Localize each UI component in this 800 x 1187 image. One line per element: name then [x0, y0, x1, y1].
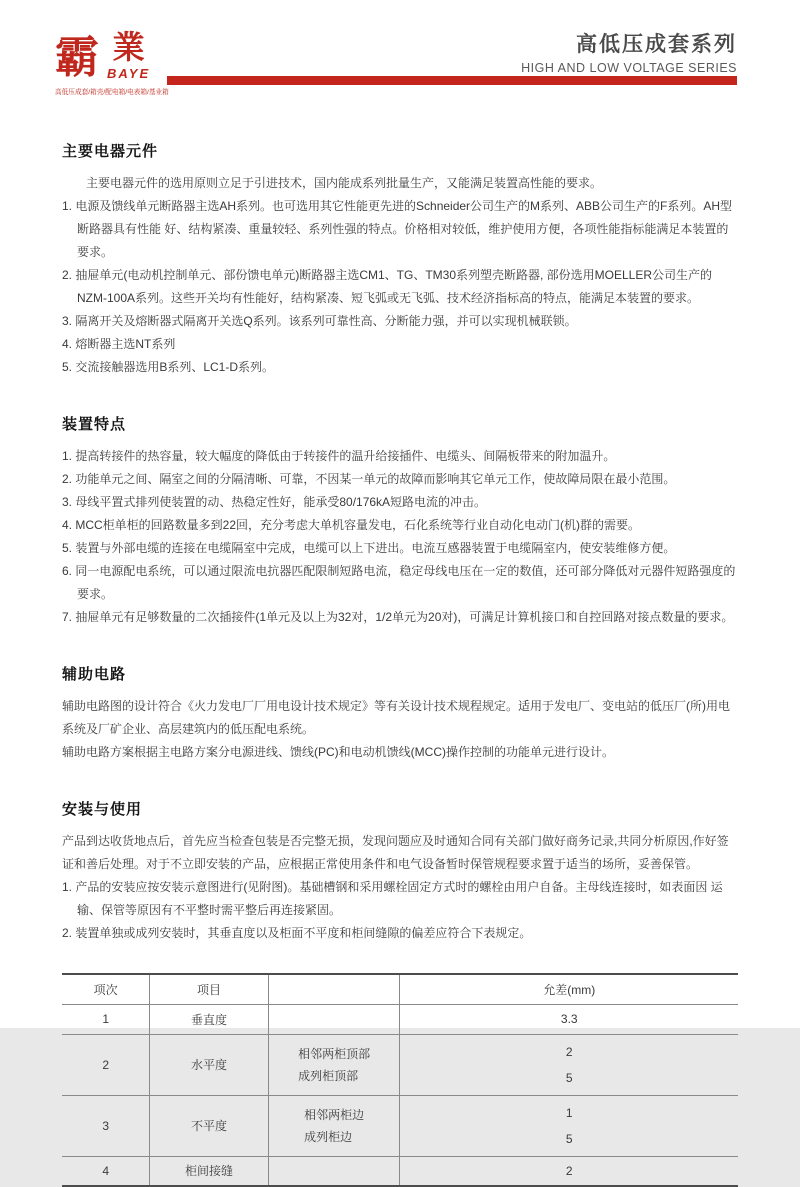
- header-titles: [521, 28, 737, 75]
- page-header: [0, 0, 800, 108]
- auxiliary-paragraph-2: 辅助电路方案根据主电路方案分电源进线、馈线(PC)和电动机馈线(MCC)操作控制的功能单元进行设计。: [62, 745, 614, 759]
- cell-no: 1: [62, 1004, 150, 1034]
- sub-line-2: 成列柜边: [304, 1129, 353, 1144]
- table-row: [62, 1095, 738, 1156]
- components-item-1: 1. 电源及馈线单元断路器主选AH系列。也可选用其它性能更先进的Schneider公司生产的M系列、ABB公司生产的F系列。AH型断路器具有性能 好、结构紧凑、重量较轻、系列性强的特点。价格相对较低，维护使用方便，各项性能指标能满足本装置的要求。: [62, 199, 733, 259]
- auxiliary-paragraph-1: 辅助电路图的设计符合《火力发电厂厂用电设计技术规定》等有关设计技术规程规定。适用于发电厂、变电站的低压厂(所)用电系统及厂矿企业、高层建筑内的低压配电系统。: [62, 699, 730, 736]
- header-cell-sub: [268, 974, 400, 1004]
- cell-sub: [268, 1095, 400, 1156]
- features-item-4: 4. MCC柜单柜的回路数量多到22回，充分考虑大单机容量发电，石化系统等行业自动化电动门(机)群的需要。: [62, 518, 641, 532]
- cell-no: 4: [62, 1156, 150, 1186]
- cell-item: 水平度: [150, 1034, 268, 1095]
- section-heading-auxiliary-circuit: 辅助电路: [62, 666, 127, 683]
- tolerance-table: [62, 973, 738, 1187]
- installation-intro: 产品到达收货地点后，首先应当检查包装是否完整无损，发现问题应及时通知合同有关部门做好商务记录,共同分析原因,作好签证和善后处理。对于不立即安装的产品，应根据正常使用条件和电气设备暂时保管规程要求置于适当的场所，妥善保管。: [62, 834, 729, 871]
- components-item-5: 5. 交流接触器选用B系列、LC1-D系列。: [62, 360, 275, 374]
- cell-item: 不平度: [150, 1095, 268, 1156]
- cell-tolerance: 2: [400, 1156, 738, 1186]
- table-row: [62, 1004, 738, 1034]
- header-divider-bar: [167, 76, 737, 85]
- features-item-1: 1. 提高转接件的热容量，较大幅度的降低由于转接件的温升给接插件、电缆头、间隔板带来的附加温升。: [62, 449, 616, 463]
- cell-sub: [268, 1156, 400, 1186]
- cell-item: 垂直度: [150, 1004, 268, 1034]
- cell-sub: [268, 1034, 400, 1095]
- tolerance-value-1: 2: [565, 1044, 573, 1059]
- installation-item-1: 1. 产品的安装应按安装示意图进行(见附图)。基础槽钢和采用螺栓固定方式时的螺栓由用户自备。主母线连接时，如表面因 运输、保管等原因有不平整时需平整后再连接紧固。: [62, 880, 723, 917]
- features-item-3: 3. 母线平置式排列使装置的动、热稳定性好，能承受80/176kA短路电流的冲击。: [62, 495, 487, 509]
- series-title-cn: 高低压成套系列: [576, 33, 737, 56]
- section-heading-installation-use: 安装与使用: [62, 801, 143, 818]
- tolerance-value-2: 5: [565, 1070, 573, 1085]
- table-row: [62, 1156, 738, 1186]
- cell-tolerance: 3.3: [400, 1004, 738, 1034]
- components-item-2: 2. 抽屉单元(电动机控制单元、部份馈电单元)断路器主选CM1、TG、TM30系列塑壳断路器, 部份选用MOELLER公司生产的NZM-100A系列。这些开关均有性能好，结构紧凑、短飞弧或无飞弧、技术经济指标高的特点，能满足本装置的要求。: [62, 268, 713, 305]
- cell-tolerance: [400, 1095, 738, 1156]
- logo-char-ba: 霸: [55, 33, 99, 82]
- components-intro: 主要电器元件的选用原则立足于引进技术，国内能成系列批量生产，又能满足装置高性能的要求。: [86, 176, 603, 190]
- brand-logo: [55, 26, 175, 97]
- features-item-2: 2. 功能单元之间、隔室之间的分隔清晰、可靠，不因某一单元的故障而影响其它单元工作，使故障局限在最小范围。: [62, 472, 676, 486]
- document-body: [0, 140, 800, 1187]
- cell-sub: [268, 1004, 400, 1034]
- cell-item: 柜间接缝: [150, 1156, 268, 1186]
- components-item-3: 3. 隔离开关及熔断器式隔离开关选Q系列。该系列可靠性高、分断能力强，并可以实现机械联锁。: [62, 314, 577, 328]
- cell-tolerance: [400, 1034, 738, 1095]
- logo-tagline: 高低压成套/箱壳/配电箱/电表箱/基业箱: [55, 89, 169, 96]
- header-cell-tolerance: 允差(mm): [400, 974, 738, 1004]
- section-heading-main-components: 主要电器元件: [62, 143, 159, 160]
- components-item-4: 4. 熔断器主选NT系列: [62, 337, 176, 351]
- logo-characters: [55, 26, 175, 80]
- header-cell-no: 项次: [93, 982, 118, 997]
- header-cell-item: 项目: [150, 974, 268, 1004]
- section-heading-device-features: 装置特点: [62, 416, 127, 433]
- sub-line-1: 相邻两柜边: [304, 1107, 365, 1122]
- cell-no: 3: [62, 1095, 150, 1156]
- table-header-row: [62, 974, 738, 1004]
- features-item-5: 5. 装置与外部电缆的连接在电缆隔室中完成，电缆可以上下进出。电流互感器装置于电缆隔室内，使安装维修方便。: [62, 541, 676, 555]
- installation-item-2: 2. 装置单独或成列安装时，其垂直度以及柜面不平度和柜间缝隙的偏差应符合下表规定。: [62, 926, 532, 940]
- sub-line-1: 相邻两柜顶部: [298, 1046, 371, 1061]
- logo-baye-text: BAYE: [107, 66, 151, 81]
- features-item-6: 6. 同一电源配电系统，可以通过限流电抗器匹配限制短路电流，稳定母线电压在一定的数值，还可部分降低对元器件短路强度的要求。: [62, 564, 736, 601]
- logo-char-ye: 業: [112, 29, 145, 65]
- table-row: [62, 1034, 738, 1095]
- sub-line-2: 成列柜顶部: [298, 1068, 359, 1083]
- features-item-7: 7. 抽屉单元有足够数量的二次插接件(1单元及以上为32对，1/2单元为20对)，可满足计算机接口和自控回路对接点数量的要求。: [62, 610, 734, 624]
- tolerance-value-2: 5: [565, 1131, 573, 1146]
- series-title-en: HIGH AND LOW VOLTAGE SERIES: [521, 61, 737, 75]
- tolerance-value-1: 1: [565, 1105, 573, 1120]
- cell-no: 2: [62, 1034, 150, 1095]
